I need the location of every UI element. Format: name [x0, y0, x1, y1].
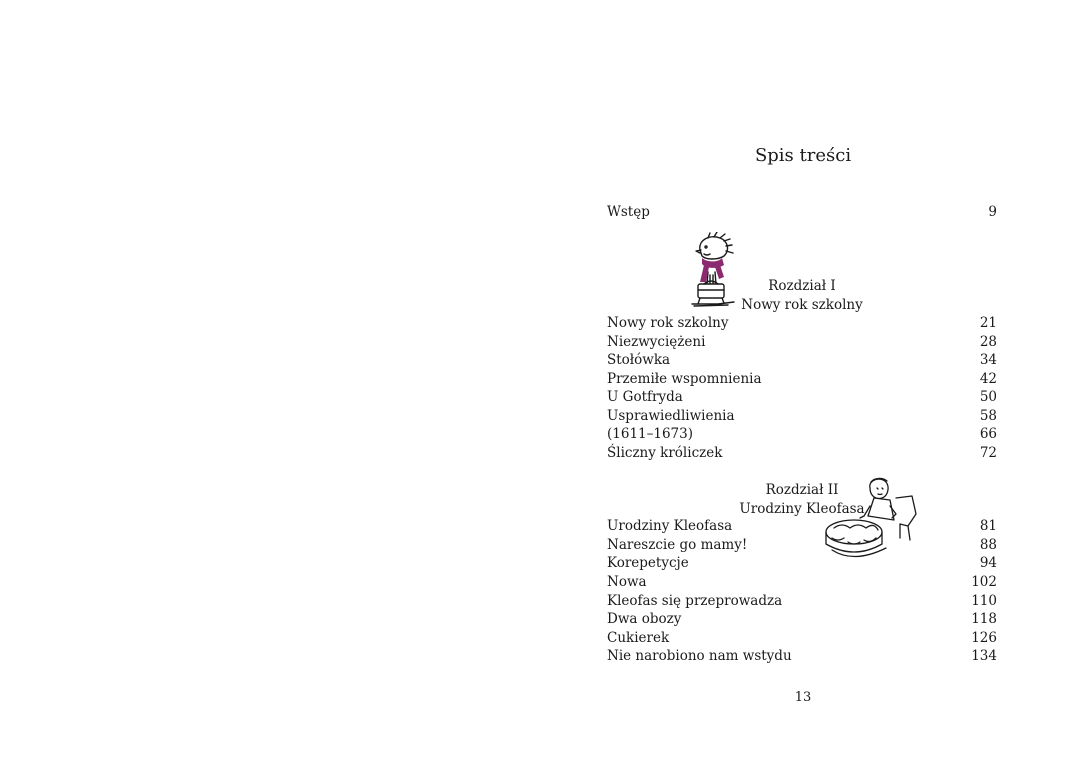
toc-entry[interactable]: Przemiłe wspomnienia 42	[607, 371, 997, 387]
toc-entry[interactable]: Nowa 102	[607, 574, 997, 590]
chapter-label: Rozdział I	[768, 278, 836, 294]
toc-entry[interactable]: Cukierek 126	[607, 630, 997, 646]
toc-entry[interactable]: Nowy rok szkolny 21	[607, 315, 997, 331]
toc-entry[interactable]: Śliczny króliczek 72	[607, 445, 997, 461]
chapter-subtitle: Nowy rok szkolny	[741, 297, 863, 313]
toc-entry-page: 9	[988, 204, 997, 220]
toc-entry[interactable]: Nareszcie go mamy! 88	[607, 537, 997, 553]
toc-entry[interactable]: Niezwyciężeni 28	[607, 334, 997, 350]
right-page: Spis treści Wstęp 9 Rozdział I Nowy rok szkolny Nowy rok szkolny 21 Niezwyciężeni 28 Stołówka 34 Przemiłe wspomnienia 42 U Gotfryda 50 Usprawiedliwienia 58 (1611–1673) 66 Śliczny króliczek 72 Rozdział II Urodziny Kleofasa Urodziny Kleofasa 81 Nareszcie go mamy! 88 Korepetycje 94 Nowa 102 Kleofas się przeprowadza 110 Dwa obozy 118 Cukierek 126 Nie narobiono nam wstydu 134 13	[607, 145, 997, 705]
chapter-label: Rozdział II	[765, 482, 839, 498]
toc-entry[interactable]: Korepetycje 94	[607, 555, 997, 571]
toc-entry[interactable]: (1611–1673) 66	[607, 426, 997, 442]
toc-entry[interactable]: Dwa obozy 118	[607, 611, 997, 627]
toc-entry-intro[interactable]	[607, 203, 997, 221]
toc-entry[interactable]: Stołówka 34	[607, 352, 997, 368]
toc-entry[interactable]: Urodziny Kleofasa 81	[607, 518, 997, 534]
toc-entry[interactable]: U Gotfryda 50	[607, 389, 997, 405]
chapter-subtitle: Urodziny Kleofasa	[739, 501, 865, 517]
toc-entry-title: Wstęp	[607, 204, 650, 220]
toc-entry[interactable]: Usprawiedliwienia 58	[607, 408, 997, 424]
toc-entry[interactable]: Nie narobiono nam wstydu 134	[607, 648, 997, 664]
toc-entry[interactable]: Kleofas się przeprowadza 110	[607, 593, 997, 609]
